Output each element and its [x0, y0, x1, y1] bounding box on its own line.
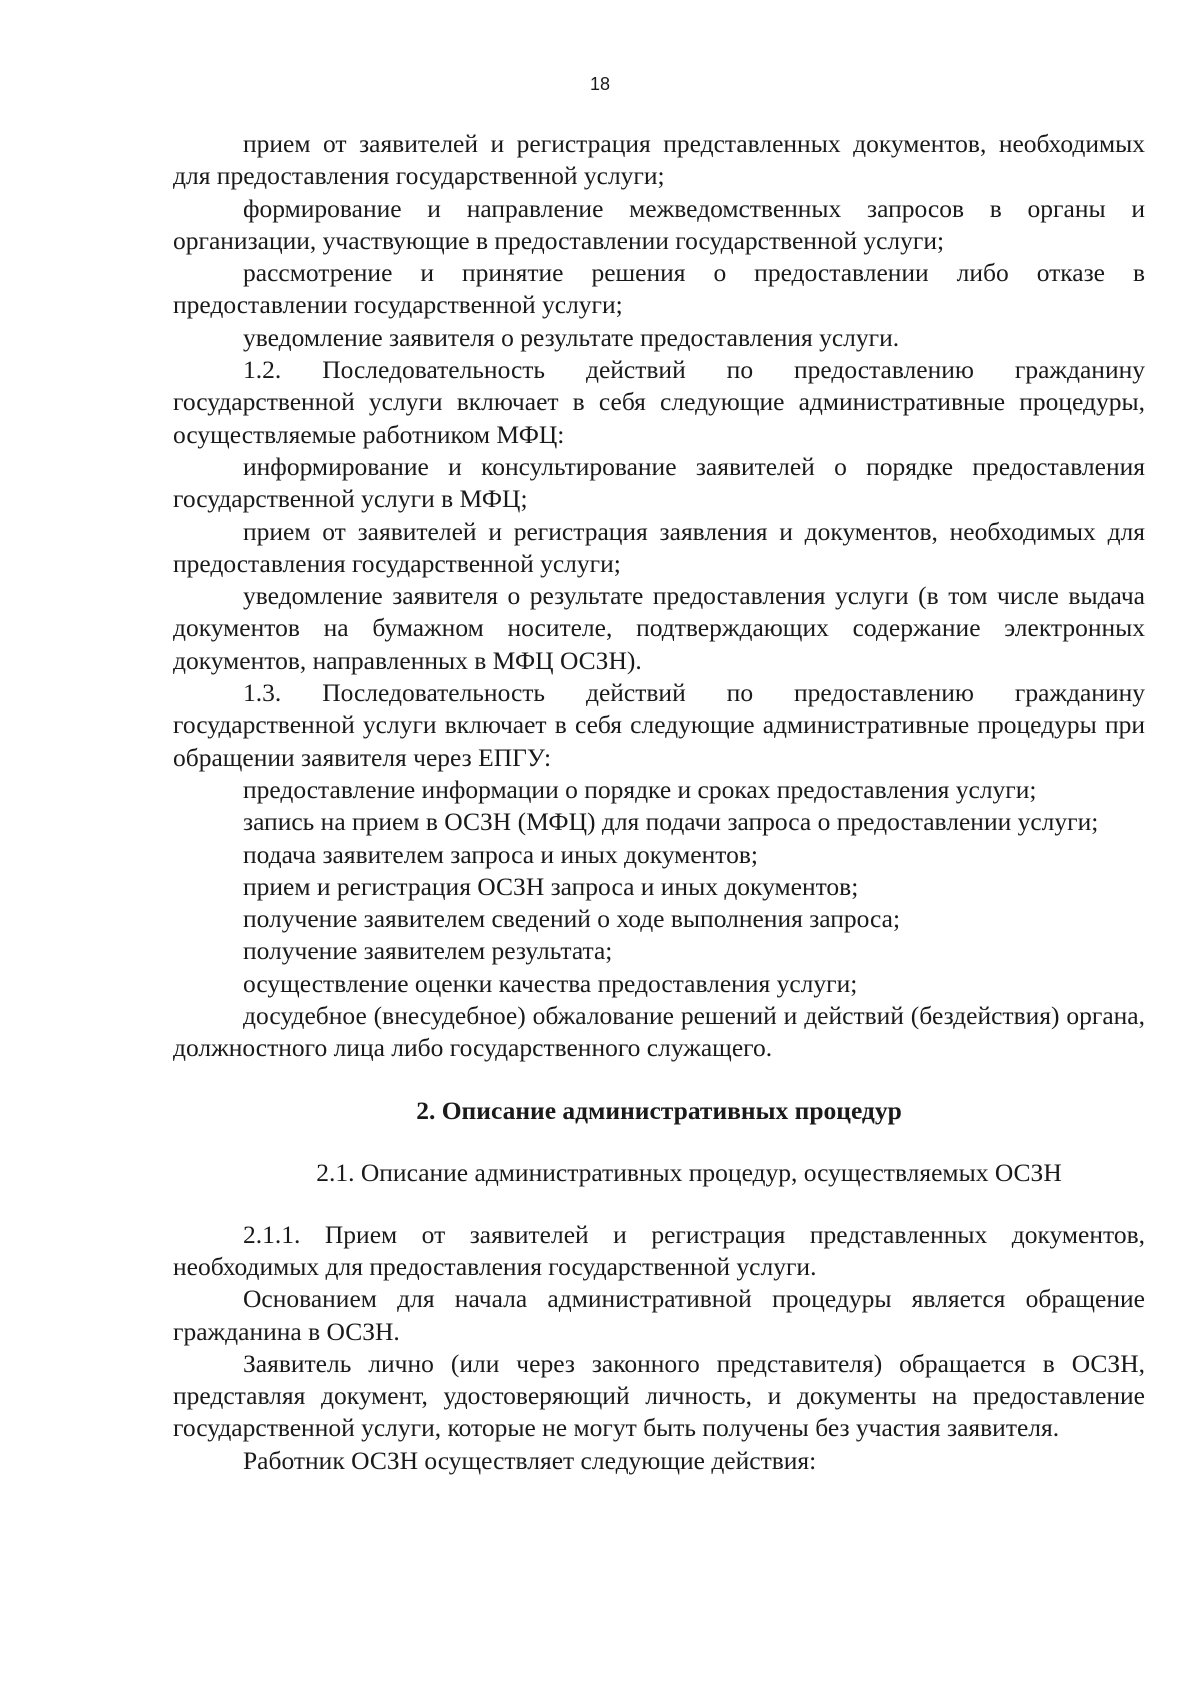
section-heading: 2. Описание административных процедур — [416, 1095, 902, 1125]
paragraph: предоставление информации о порядке и сроках предоставления услуги; — [243, 774, 1037, 804]
paragraph: рассмотрение и принятие решения о предоставлении либо отказе в предоставлении государственной услуги; — [173, 258, 1145, 320]
document-body — [173, 128, 1145, 1477]
paragraph: прием от заявителей и регистрация заявления и документов, необходимых для предоставления государственной услуги; — [173, 516, 1145, 578]
paragraph: 2.1.1. Прием от заявителей и регистрация представленных документов, необходимых для предоставления государственной услуги. — [173, 1219, 1145, 1281]
paragraph: запись на прием в ОСЗН (МФЦ) для подачи запроса о предоставлении услуги; — [243, 807, 1099, 837]
paragraph: 1.3. Последовательность действий по предоставлению гражданину государственной услуги включает в себя следующие административные процедуры при обращении заявителя через ЕПГУ: — [173, 678, 1145, 772]
paragraph: досудебное (внесудебное) обжалование решений и действий (бездействия) органа, должностного лица либо государственного служащего. — [173, 1001, 1145, 1063]
paragraph: Основанием для начала административной процедуры является обращение гражданина в ОСЗН. — [173, 1284, 1145, 1346]
paragraph: информирование и консультирование заявителей о порядке предоставления государственной услуги в МФЦ; — [173, 451, 1145, 514]
paragraph: прием от заявителей и регистрация представленных документов, необходимых для предоставления государственной услуги; — [173, 129, 1145, 191]
paragraph: уведомление заявителя о результате предоставления услуги. — [243, 322, 900, 352]
paragraph: получение заявителем сведений о ходе выполнения запроса; — [243, 904, 901, 934]
paragraph: подача заявителем запроса и иных документов; — [243, 839, 758, 869]
paragraph: уведомление заявителя о результате предоставления услуги (в том числе выдача документов на бумажном носителе, подтверждающих содержание электронных документов, направленных в МФЦ ОСЗН). — [173, 581, 1145, 675]
page-number: 18 — [589, 74, 611, 94]
subsection-heading: 2.1. Описание административных процедур, осуществляемых ОСЗН — [316, 1157, 1062, 1187]
paragraph: формирование и направление межведомственных запросов в органы и организации, участвующие в предоставлении государственной услуги; — [173, 193, 1145, 255]
paragraph: получение заявителем результата; — [243, 936, 613, 966]
paragraph: прием и регистрация ОСЗН запроса и иных документов; — [243, 871, 859, 901]
paragraph: 1.2. Последовательность действий по предоставлению гражданину государственной услуги включает в себя следующие административные процедуры, осуществляемые работником МФЦ: — [173, 355, 1145, 449]
paragraph: Заявитель лично (или через законного представителя) обращается в ОСЗН, представляя документ, удостоверяющий личность, и документы на предоставление государственной услуги, которые не могут быть получены без участия заявителя. — [173, 1348, 1145, 1443]
paragraph: Работник ОСЗН осуществляет следующие действия: — [243, 1445, 817, 1475]
paragraph: осуществление оценки качества предоставления услуги; — [243, 968, 858, 998]
